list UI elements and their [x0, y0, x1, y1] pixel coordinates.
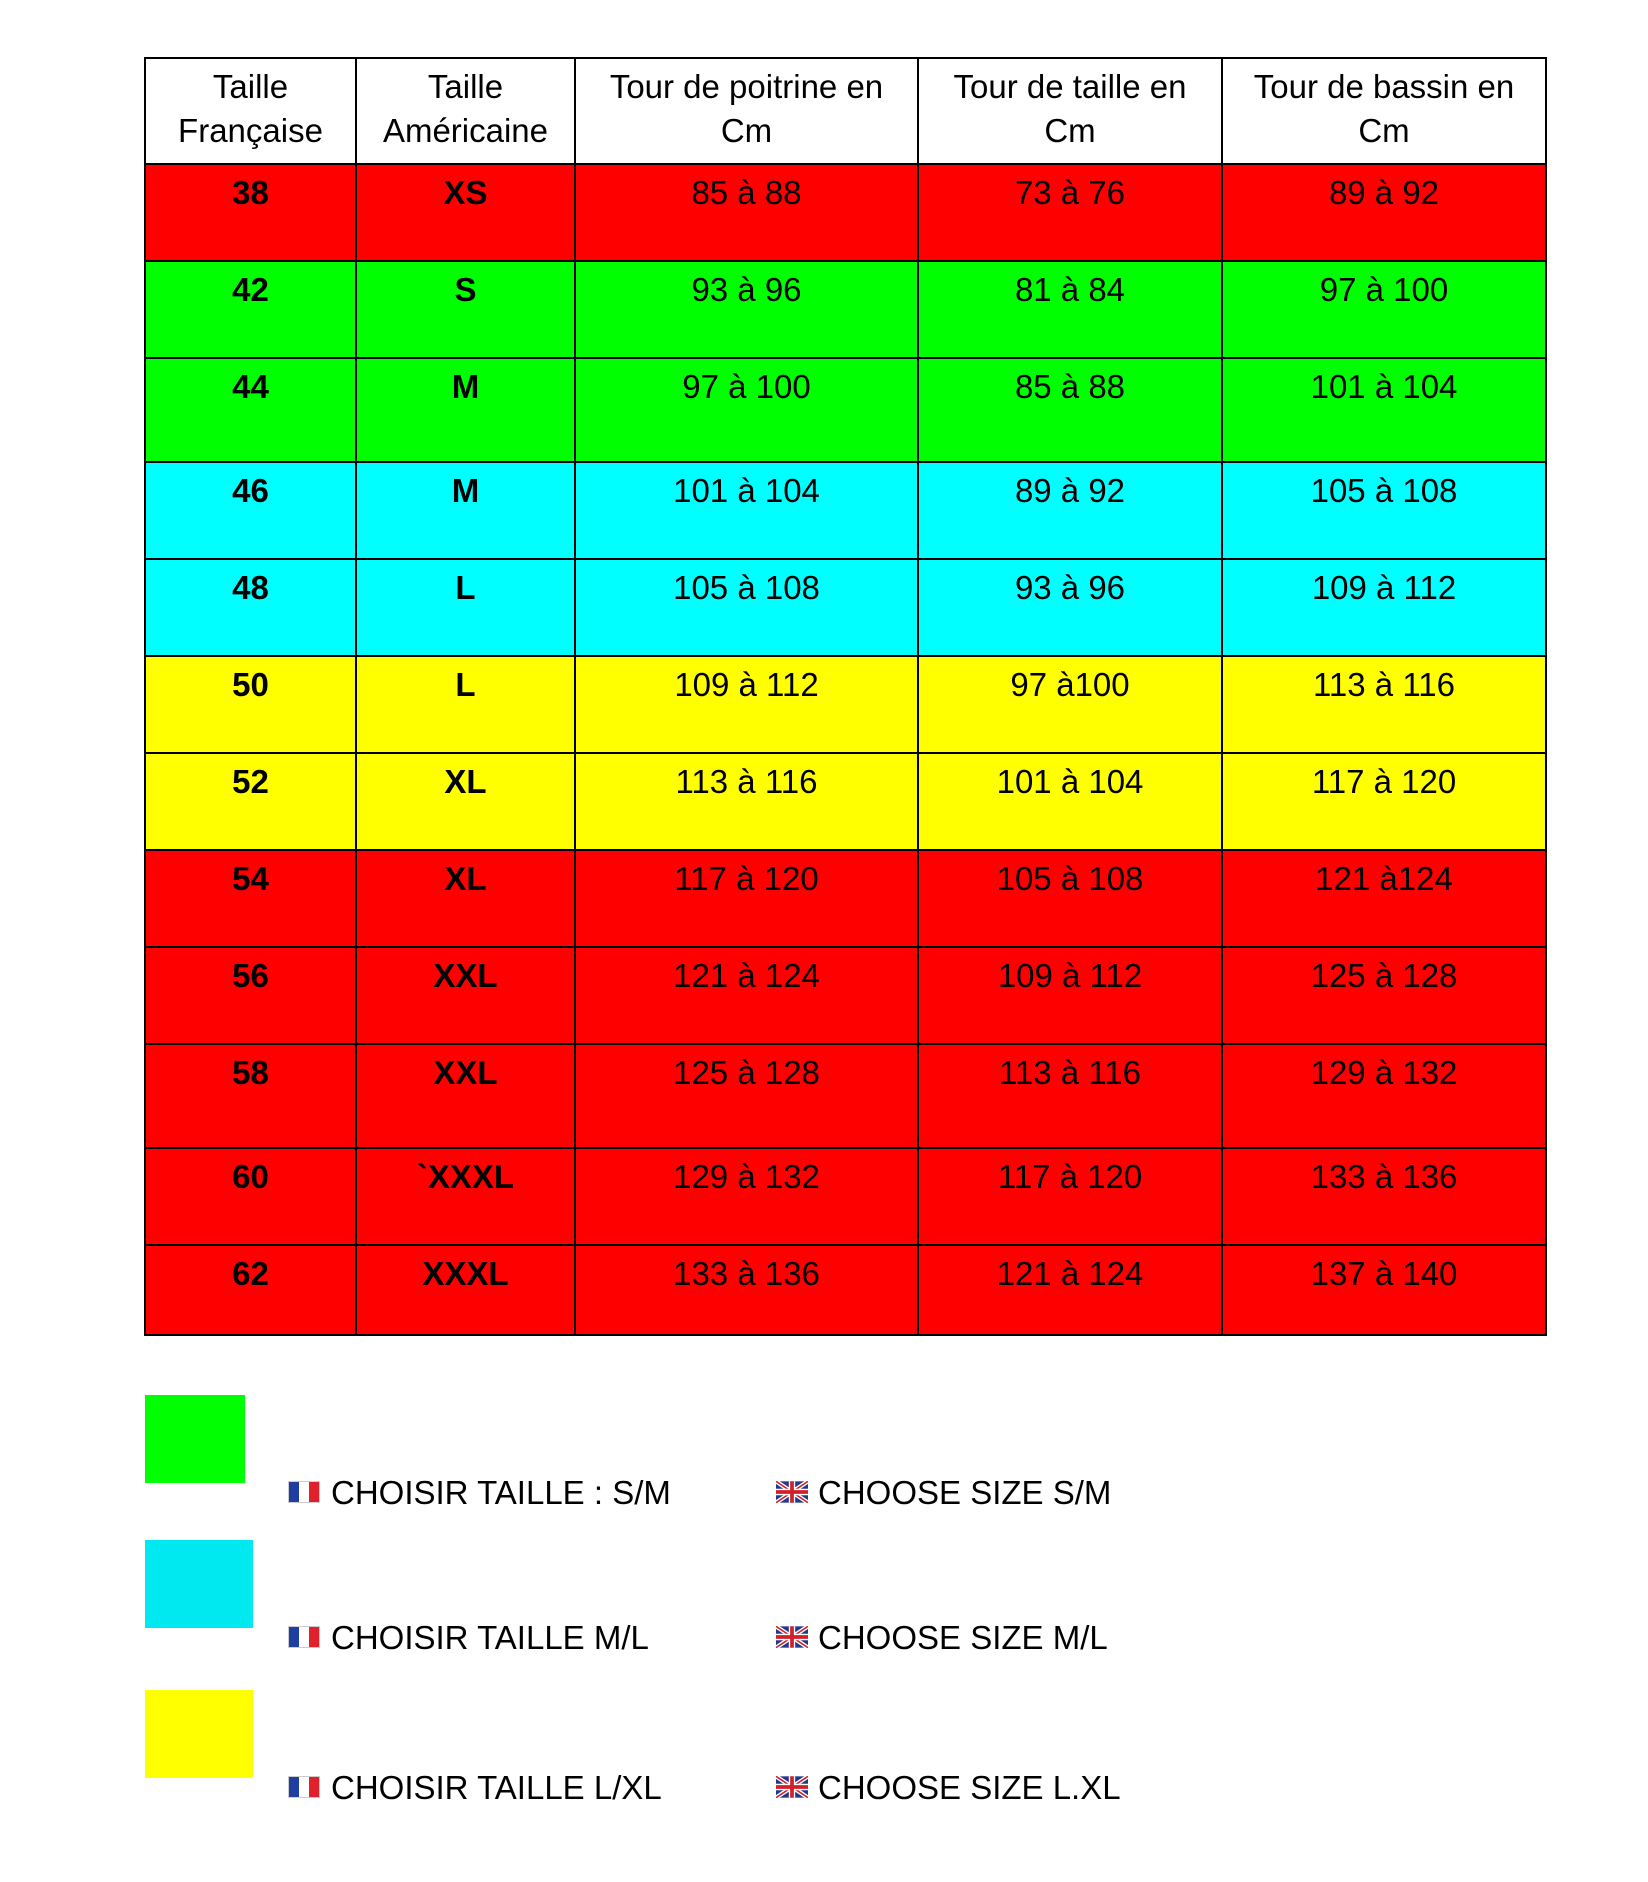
cell-waist: 81 à 84	[918, 261, 1222, 358]
cell-chest: 105 à 108	[575, 559, 918, 656]
cell-hips: 89 à 92	[1222, 164, 1546, 261]
cell-hips: 125 à 128	[1222, 947, 1546, 1044]
cell-american-size: XXL	[356, 947, 575, 1044]
legend-text-en: CHOOSE SIZE L.XL	[818, 1769, 1121, 1806]
cell-american-size: L	[356, 656, 575, 753]
header-american-size: Taille Américaine	[356, 58, 575, 164]
cell-american-size: XL	[356, 753, 575, 850]
cell-chest: 109 à 112	[575, 656, 918, 753]
cell-french-size: 58	[145, 1044, 356, 1148]
cell-waist: 85 à 88	[918, 358, 1222, 462]
table-header-row	[145, 58, 1546, 164]
cell-chest: 125 à 128	[575, 1044, 918, 1148]
cell-american-size: XS	[356, 164, 575, 261]
french-flag-icon	[288, 1481, 320, 1503]
header-waist: Tour de taille en Cm	[918, 58, 1222, 164]
french-flag-icon	[288, 1776, 320, 1798]
cell-american-size: S	[356, 261, 575, 358]
cell-waist: 89 à 92	[918, 462, 1222, 559]
legend-text-en: CHOOSE SIZE M/L	[818, 1619, 1108, 1656]
table-row	[145, 559, 1546, 656]
legend-text-fr: CHOISIR TAILLE L/XL	[331, 1769, 662, 1806]
cell-waist: 93 à 96	[918, 559, 1222, 656]
legend-item	[0, 1395, 1648, 1511]
table-row	[145, 261, 1546, 358]
table-body	[145, 164, 1546, 1335]
uk-flag-icon	[776, 1776, 808, 1798]
cell-chest: 101 à 104	[575, 462, 918, 559]
cell-french-size: 60	[145, 1148, 356, 1245]
cell-american-size: M	[356, 462, 575, 559]
header-chest: Tour de poitrine en Cm	[575, 58, 918, 164]
cell-hips: 113 à 116	[1222, 656, 1546, 753]
cell-american-size: XXXL	[356, 1245, 575, 1335]
cell-french-size: 54	[145, 850, 356, 947]
table-row	[145, 947, 1546, 1044]
cell-hips: 101 à 104	[1222, 358, 1546, 462]
cell-american-size: XXL	[356, 1044, 575, 1148]
table-row	[145, 358, 1546, 462]
size-chart-table	[144, 57, 1547, 1336]
cell-chest: 97 à 100	[575, 358, 918, 462]
cell-chest: 121 à 124	[575, 947, 918, 1044]
legend-text-fr: CHOISIR TAILLE : S/M	[331, 1474, 671, 1511]
cell-chest: 93 à 96	[575, 261, 918, 358]
cell-hips: 129 à 132	[1222, 1044, 1546, 1148]
table-row	[145, 164, 1546, 261]
cell-hips: 97 à 100	[1222, 261, 1546, 358]
legend-item	[0, 1540, 1648, 1656]
table-row	[145, 850, 1546, 947]
cell-waist: 105 à 108	[918, 850, 1222, 947]
cell-french-size: 46	[145, 462, 356, 559]
legend-item	[0, 1690, 1648, 1806]
legend-color-swatch	[145, 1540, 253, 1628]
cell-american-size: XL	[356, 850, 575, 947]
cell-chest: 133 à 136	[575, 1245, 918, 1335]
table-row	[145, 1044, 1546, 1148]
cell-chest: 117 à 120	[575, 850, 918, 947]
cell-waist: 97 à100	[918, 656, 1222, 753]
table-row	[145, 1148, 1546, 1245]
table-row	[145, 1245, 1546, 1335]
cell-french-size: 50	[145, 656, 356, 753]
cell-waist: 113 à 116	[918, 1044, 1222, 1148]
cell-hips: 137 à 140	[1222, 1245, 1546, 1335]
table-row	[145, 753, 1546, 850]
french-flag-icon	[288, 1626, 320, 1648]
cell-hips: 117 à 120	[1222, 753, 1546, 850]
cell-waist: 109 à 112	[918, 947, 1222, 1044]
cell-waist: 121 à 124	[918, 1245, 1222, 1335]
cell-waist: 101 à 104	[918, 753, 1222, 850]
cell-hips: 105 à 108	[1222, 462, 1546, 559]
cell-french-size: 48	[145, 559, 356, 656]
cell-hips: 109 à 112	[1222, 559, 1546, 656]
cell-american-size: L	[356, 559, 575, 656]
table-row	[145, 656, 1546, 753]
cell-american-size: `XXXL	[356, 1148, 575, 1245]
cell-american-size: M	[356, 358, 575, 462]
cell-french-size: 56	[145, 947, 356, 1044]
table-row	[145, 462, 1546, 559]
cell-chest: 113 à 116	[575, 753, 918, 850]
cell-french-size: 38	[145, 164, 356, 261]
cell-hips: 121 à124	[1222, 850, 1546, 947]
uk-flag-icon	[776, 1481, 808, 1503]
header-hips: Tour de bassin en Cm	[1222, 58, 1546, 164]
cell-french-size: 62	[145, 1245, 356, 1335]
legend-text-fr: CHOISIR TAILLE M/L	[331, 1619, 649, 1656]
cell-hips: 133 à 136	[1222, 1148, 1546, 1245]
cell-chest: 129 à 132	[575, 1148, 918, 1245]
legend-text-en: CHOOSE SIZE S/M	[818, 1474, 1112, 1511]
header-french-size: Taille Française	[145, 58, 356, 164]
cell-waist: 73 à 76	[918, 164, 1222, 261]
cell-waist: 117 à 120	[918, 1148, 1222, 1245]
legend-color-swatch	[145, 1395, 245, 1483]
legend-color-swatch	[145, 1690, 253, 1778]
cell-french-size: 42	[145, 261, 356, 358]
cell-chest: 85 à 88	[575, 164, 918, 261]
uk-flag-icon	[776, 1626, 808, 1648]
cell-french-size: 44	[145, 358, 356, 462]
cell-french-size: 52	[145, 753, 356, 850]
